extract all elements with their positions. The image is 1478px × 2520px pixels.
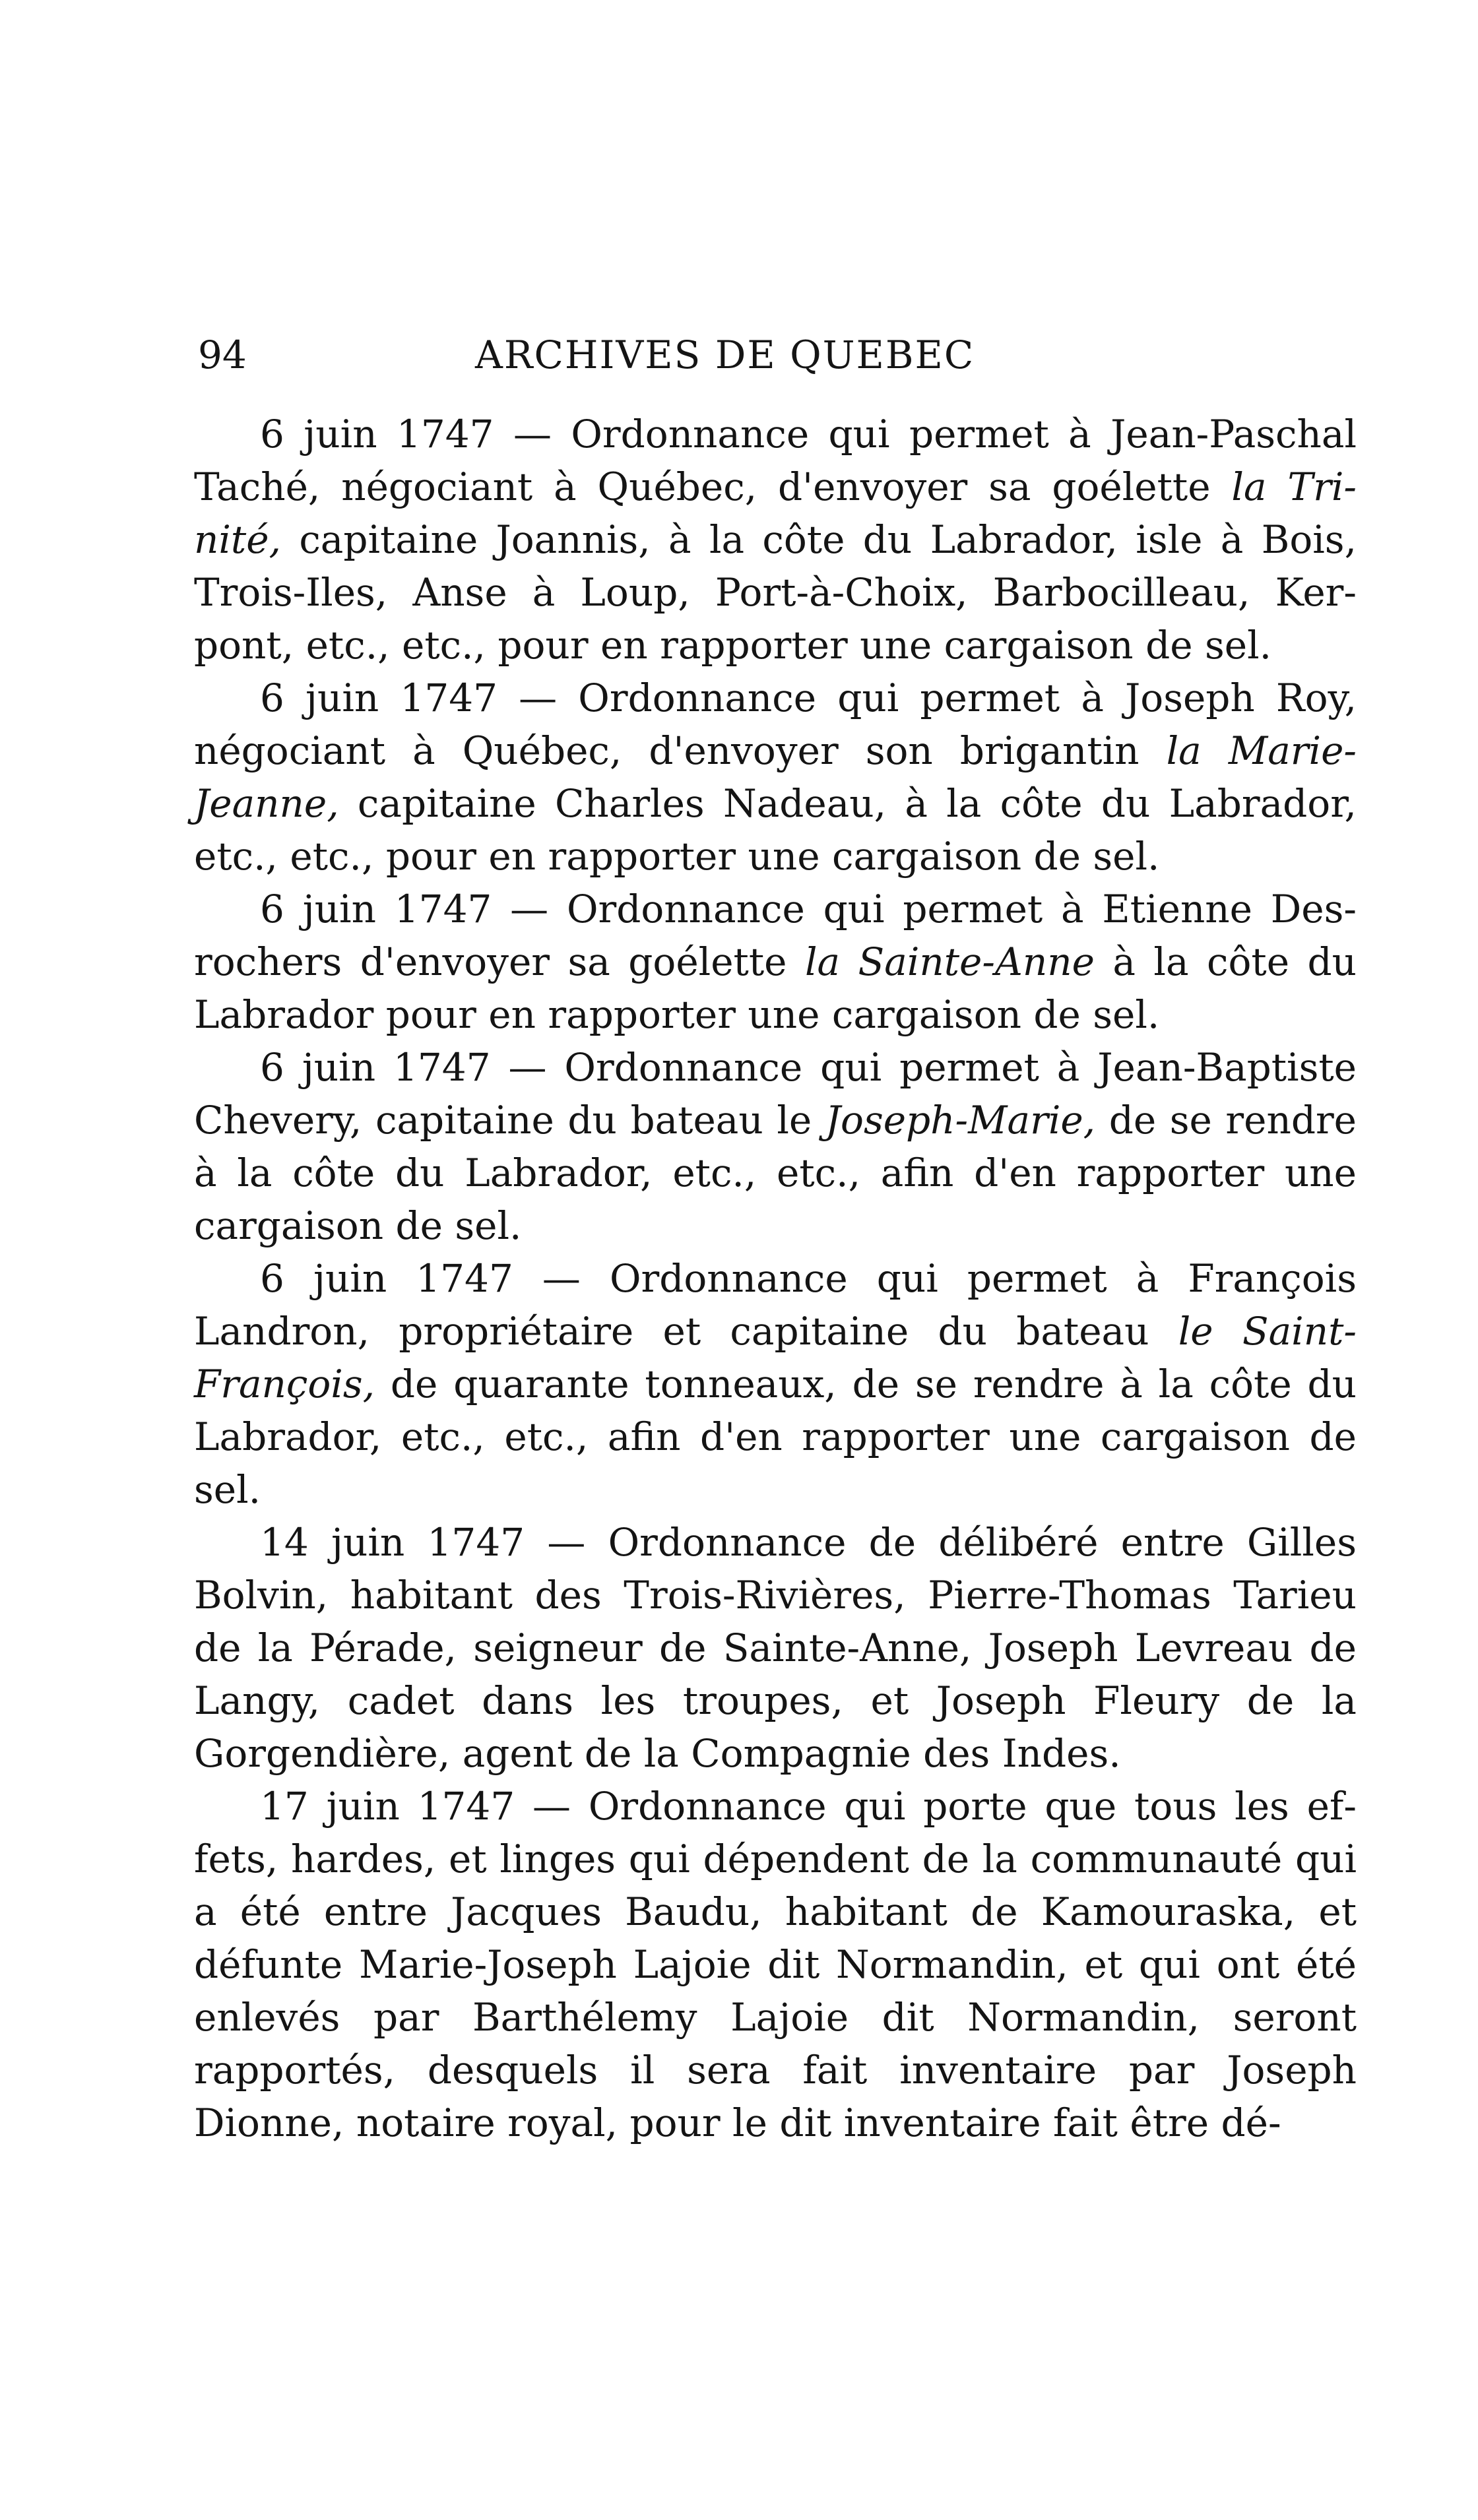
entry-text: capitaine Joannis, à la côte du Labrador, isle à Bois, Trois-Iles, Anse à Loup, Port-à-Choix, Barbocilleau, Kerpont, etc., etc., pour en rapporter une cargaison de sel. xyxy=(194,517,1357,668)
vessel-name: le Saint-François, xyxy=(194,1309,1357,1406)
running-head: ARCHIVES DE QUEBEC xyxy=(475,332,975,377)
entry xyxy=(194,672,1357,883)
entry-text: — Ordonnance qui permet à Jean-Baptiste Chevery, capitaine du bateau le xyxy=(194,1045,1357,1143)
entry-text: — Ordonnance qui permet à François Landron, propriétaire et capitaine du bateau xyxy=(194,1256,1357,1354)
body-text xyxy=(194,408,1357,2149)
vessel-name: la Marie-Jeanne, xyxy=(194,728,1357,826)
entry-text: de se rendre à la côte du Labrador, etc., etc., afin d'en rapporter une cargaison de sel. xyxy=(194,1098,1357,1248)
vessel-name: la Trinité, xyxy=(194,464,1357,562)
entry xyxy=(194,883,1357,1041)
entry xyxy=(194,1780,1357,2149)
vessel-name: la Sainte-Anne xyxy=(804,939,1095,984)
page-number: 94 xyxy=(198,332,247,377)
entry-text: — Ordonnance de délibéré entre Gilles Bolvin, habitant des Trois-Rivières, Pierre-Thomas Tarieu de la Pérade, seigneur de Sainte-Anne, Joseph Levreau de Langy, cadet dans les troupes, et Joseph Fleury de la Gorgendière, agent de la Compagnie des Indes. xyxy=(194,1520,1357,1776)
entry-date: 6 juin 1747 xyxy=(260,1256,513,1301)
entry-date: 6 juin 1747 xyxy=(260,887,492,931)
entry xyxy=(194,1252,1357,1516)
page-header xyxy=(198,332,1359,396)
entry xyxy=(194,1516,1357,1780)
entry-text: — Ordonnance qui permet à Etienne Desrochers d'envoyer sa goélette xyxy=(194,887,1357,984)
entry-text: — Ordonnance qui permet à Jean-Paschal Taché, négociant à Québec, d'envoyer sa goélette xyxy=(194,412,1357,509)
entry-text: — Ordonnance qui permet à Joseph Roy, négociant à Québec, d'envoyer son brigantin xyxy=(194,676,1357,773)
entry xyxy=(194,1041,1357,1252)
entry-text: de quarante tonneaux, de se rendre à la côte du Labrador, etc., etc., afin d'en rapporter une cargaison de sel. xyxy=(194,1362,1357,1512)
entry-text: — Ordonnance qui porte que tous les effets, hardes, et linges qui dépendent de la communauté qui a été entre Jacques Baudu, habitant de Kamouraska, et défunte Marie-Joseph Lajoie dit Normandin, et qui ont été enlevés par Barthélemy Lajoie dit Normandin, seront rapportés, desquels il sera fait inventaire par Joseph Dionne, notaire royal, pour le dit inventaire fait être dé- xyxy=(194,1784,1357,2145)
entry-date: 14 juin 1747 xyxy=(260,1520,525,1565)
vessel-name: Joseph-Marie, xyxy=(825,1098,1096,1143)
entry-text: à la côte du Labrador pour en rapporter une cargaison de sel. xyxy=(194,939,1357,1037)
entry-date: 6 juin 1747 xyxy=(260,1045,491,1090)
entry-date: 6 juin 1747 xyxy=(260,676,498,720)
entry-date: 6 juin 1747 xyxy=(260,412,494,457)
entry-text: capitaine Charles Nadeau, à la côte du Labrador, etc., etc., pour en rapporter une cargaison de sel. xyxy=(194,781,1357,879)
entry-date: 17 juin 1747 xyxy=(260,1784,515,1829)
entry xyxy=(194,408,1357,672)
